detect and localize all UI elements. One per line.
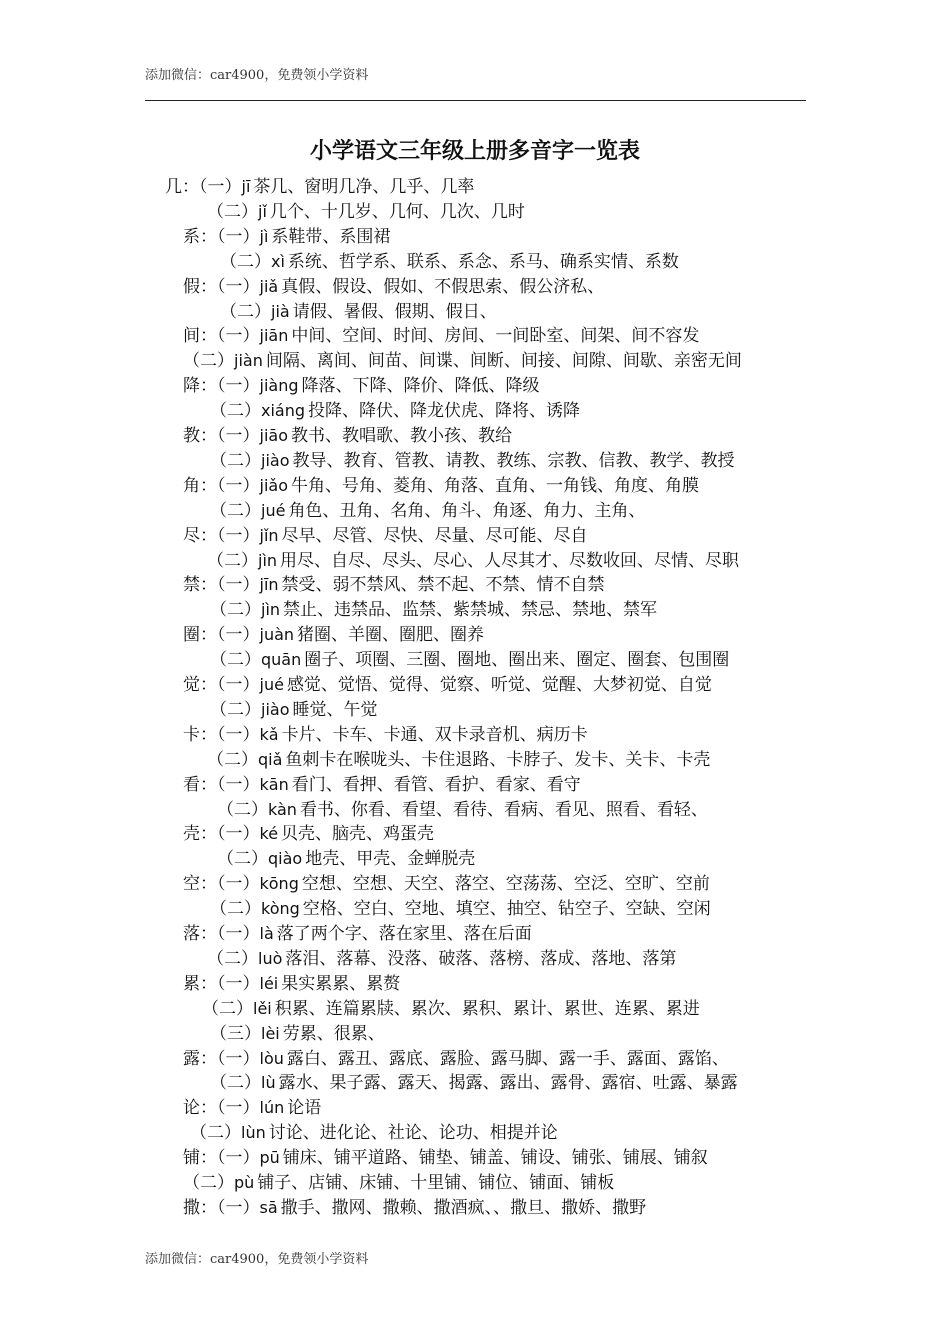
entry-words: 教导、教育、管教、请教、教练、宗教、信教、教学、教授: [292, 450, 735, 471]
entry-line: [183, 1046, 729, 1071]
entry-words: 真假、假设、假如、不假思索、假公济私、: [281, 276, 605, 297]
entry-pinyin: jìn: [258, 550, 278, 570]
entry-line: [183, 323, 699, 348]
entry-line: [210, 498, 645, 523]
entry-words: 中间、空间、时间、房间、一间卧室、间架、间不容发: [291, 326, 700, 347]
entry-prefix: （二）: [207, 749, 258, 770]
entry-words: 禁受、弱不禁风、禁不起、不禁、情不自禁: [281, 575, 605, 596]
entry-line: [183, 921, 532, 946]
entry-line: [220, 249, 679, 274]
entry-words: 果实累累、累赘: [281, 973, 401, 994]
entry-line: [183, 348, 742, 373]
entry-words: 地壳、甲壳、金蝉脱壳: [305, 849, 476, 870]
entry-prefix: （二）: [210, 650, 261, 671]
entry-line: [210, 1021, 385, 1046]
entry-words: 请假、暑假、假期、假日、: [292, 301, 497, 322]
entry-words: 用尽、自尽、尽头、尽心、人尽其才、尽数收回、尽情、尽职: [280, 550, 740, 571]
entry-prefix: （二）: [217, 799, 268, 820]
entry-pinyin: pū: [259, 1148, 280, 1168]
entry-words: 空想、空想、天空、落空、空荡荡、空泛、空旷、空前: [301, 874, 710, 895]
entry-pinyin: xì: [271, 251, 285, 271]
entry-line: [210, 597, 657, 622]
entry-line: [183, 1145, 708, 1170]
entry-pinyin: qiǎ: [258, 749, 283, 769]
entry-pinyin: là: [259, 924, 274, 943]
entry-pinyin: jué: [259, 675, 284, 694]
entry-line: [183, 772, 581, 797]
entry-words: 看书、你看、看望、看待、看病、看见、照看、看轻、: [299, 799, 708, 820]
entry-prefix: 教：（一）: [183, 426, 260, 446]
document-title: 小学语文三年级上册多音字一览表: [309, 139, 640, 164]
entry-pinyin: lèi: [261, 1023, 280, 1043]
entry-pinyin: kàn: [268, 799, 297, 819]
entry-pinyin: kōng: [259, 874, 299, 894]
entry-words: 牛角、号角、菱角、角落、直角、一角钱、角度、角膜: [290, 475, 699, 496]
entry-pinyin: xiáng: [261, 401, 306, 421]
entry-prefix: （二）: [220, 301, 271, 322]
entry-prefix: （二）: [202, 998, 253, 1019]
entry-prefix: 论：（一）: [183, 1098, 260, 1119]
entry-words: 茶几、窗明几净、几乎、几率: [253, 177, 475, 197]
entry-words: 撒手、撒网、撒赖、撒酒疯、、撒旦、撒娇、撒野: [280, 1197, 647, 1218]
entry-prefix: （二）: [210, 1073, 261, 1094]
entry-words: 劳累、很累、: [282, 1023, 385, 1044]
entry-pinyin: jì: [259, 226, 269, 246]
entry-prefix: 降：（一）: [183, 376, 260, 397]
entry-prefix: 圈：（一）: [183, 625, 260, 646]
entry-words: 露白、露丑、露底、露脸、露马脚、露一手、露面、露馅、: [286, 1048, 729, 1069]
entry-prefix: （二）: [207, 948, 258, 969]
entry-words: 系鞋带、系围裙: [271, 226, 391, 247]
entry-pinyin: jiào: [261, 450, 290, 470]
entry-line: [183, 871, 710, 896]
entry-prefix: （二）: [210, 899, 261, 920]
entry-pinyin: jiāo: [259, 426, 288, 445]
entry-pinyin: jiàng: [259, 376, 299, 396]
entry-line: [183, 622, 484, 647]
entry-line: [217, 846, 475, 871]
entry-pinyin: jǐn: [259, 525, 279, 545]
entry-pinyin: quān: [261, 650, 302, 670]
entry-prefix: （二）: [183, 351, 234, 372]
entry-line: [210, 448, 734, 473]
entry-line: [183, 572, 605, 597]
entry-pinyin: kǎ: [259, 724, 279, 744]
entry-pinyin: kān: [259, 774, 289, 794]
entry-prefix: 铺：（一）: [183, 1148, 260, 1169]
entry-line: [183, 473, 699, 498]
entry-words: 落泪、落幕、没落、破落、落榜、落成、落地、落第: [285, 948, 677, 969]
entry-prefix: 系：（一）: [183, 226, 260, 247]
entry-prefix: （二）: [183, 1173, 234, 1193]
page-header: 添加微信：car4900，免费领小学资料: [145, 68, 369, 83]
entry-line: [183, 971, 400, 996]
entry-pinyin: sā: [259, 1197, 278, 1217]
entry-line: [183, 672, 712, 697]
entry-prefix: 累：（一）: [183, 973, 260, 994]
entry-line: [207, 199, 525, 224]
entry-line: [165, 174, 474, 199]
entry-line: [183, 274, 604, 299]
entry-line: [183, 224, 390, 249]
entry-prefix: （二）: [217, 849, 268, 870]
entry-words: 露水、果子露、露天、揭露、露出、露骨、露宿、吐露、暴露: [278, 1073, 738, 1094]
entry-line: [183, 1095, 321, 1120]
entry-words: 投降、降伏、降龙伏虎、降将、诱降: [308, 401, 581, 422]
entry-line: [190, 1120, 558, 1145]
entry-prefix: 落：（一）: [183, 924, 260, 944]
entry-pinyin: ké: [259, 824, 279, 844]
entry-prefix: （二）: [207, 201, 258, 222]
entry-prefix: （二）: [210, 401, 261, 422]
entry-prefix: 假：（一）: [183, 276, 260, 297]
entry-pinyin: jué: [261, 500, 286, 520]
entry-line: [183, 1170, 614, 1195]
entry-pinyin: jìn: [261, 600, 281, 620]
entry-pinyin: kòng: [261, 899, 300, 919]
entry-prefix: （二）: [207, 550, 258, 571]
page-footer: 添加微信：car4900，免费领小学资料: [145, 1252, 369, 1267]
entry-line: [183, 373, 540, 398]
entry-prefix: （三）: [210, 1023, 261, 1044]
entry-pinyin: jiǎo: [259, 475, 288, 495]
entry-words: 积累、连篇累牍、累次、累积、累计、累世、连累、累进: [274, 998, 700, 1019]
entry-words: 铺床、铺平道路、铺垫、铺盖、铺设、铺张、铺展、铺叙: [282, 1148, 708, 1169]
entry-prefix: 看：（一）: [183, 774, 260, 795]
entry-pinyin: jiàn: [234, 351, 263, 371]
entry-line: [210, 1070, 738, 1095]
entry-line: [217, 797, 708, 822]
entry-pinyin: juàn: [259, 625, 295, 645]
entry-pinyin: jiān: [259, 326, 289, 346]
entry-line: [183, 821, 434, 846]
entry-prefix: （二）: [190, 1123, 241, 1144]
entry-pinyin: jǐ: [258, 201, 267, 221]
entry-words: 铺子、店铺、床铺、十里铺、铺位、铺面、铺板: [257, 1173, 615, 1193]
entry-words: 尽早、尽管、尽快、尽量、尽可能、尽自: [281, 525, 588, 546]
entry-prefix: （二）: [210, 450, 261, 471]
entry-words: 睡觉、午觉: [292, 699, 378, 720]
entry-words: 论语: [287, 1098, 322, 1119]
entry-prefix: 几：（一）: [165, 177, 242, 197]
entry-pinyin: jīn: [259, 575, 279, 595]
entry-words: 间隔、离间、间苗、间谍、间断、间接、间隙、间歇、亲密无间: [265, 351, 742, 372]
entry-prefix: 禁：（一）: [183, 575, 260, 596]
entry-line: [183, 1195, 646, 1220]
entry-words: 讨论、进化论、社论、论功、相提并论: [268, 1123, 558, 1144]
entry-line: [210, 697, 377, 722]
entry-words: 圈子、项圈、三圈、圈地、圈出来、圈定、圈套、包围圈: [304, 650, 730, 671]
entry-words: 贝壳、脑壳、鸡蛋壳: [281, 824, 435, 845]
entry-prefix: （二）: [220, 251, 271, 272]
entry-line: [183, 523, 588, 548]
entry-line: [210, 398, 580, 423]
entry-line: [207, 747, 710, 772]
entry-pinyin: jiǎ: [259, 276, 279, 296]
entry-pinyin: pù: [234, 1173, 255, 1192]
entry-words: 系统、哲学系、联系、系念、系马、确系实情、系数: [287, 251, 679, 272]
entry-pinyin: lùn: [241, 1123, 266, 1143]
entry-prefix: 角：（一）: [183, 475, 260, 496]
entry-prefix: 壳：（一）: [183, 824, 260, 845]
entry-pinyin: lòu: [259, 1048, 284, 1068]
entry-pinyin: lù: [261, 1073, 276, 1093]
entry-line: [207, 946, 676, 971]
header-divider: [145, 100, 806, 101]
entry-prefix: （二）: [210, 500, 261, 521]
entry-words: 角色、丑角、名角、角斗、角逐、角力、主角、: [288, 500, 646, 521]
entry-words: 几个、十几岁、几何、几次、几时: [269, 201, 525, 222]
entry-line: [210, 647, 729, 672]
entry-words: 降落、下降、降价、降低、降级: [301, 376, 540, 397]
entry-pinyin: léi: [259, 973, 279, 993]
entry-line: [207, 548, 739, 573]
entry-prefix: （二）: [210, 699, 261, 720]
entry-words: 卡片、卡车、卡通、双卡录音机、病历卡: [281, 724, 588, 745]
entry-pinyin: jī: [241, 177, 251, 196]
entry-prefix: 觉：（一）: [183, 675, 260, 695]
entry-prefix: 撒：（一）: [183, 1197, 260, 1218]
entry-line: [183, 423, 512, 448]
entry-prefix: 空：（一）: [183, 874, 260, 895]
entry-line: [210, 896, 711, 921]
entry-prefix: 尽：（一）: [183, 525, 260, 546]
entry-words: 感觉、觉悟、觉得、觉察、听觉、觉醒、大梦初觉、自觉: [286, 675, 712, 695]
entry-prefix: 卡：（一）: [183, 724, 260, 745]
entry-words: 看门、看押、看管、看护、看家、看守: [291, 774, 581, 795]
entry-pinyin: luò: [258, 948, 283, 968]
entry-words: 空格、空白、空地、填空、抽空、钻空子、空缺、空闲: [302, 899, 711, 920]
entry-words: 鱼刺卡在喉咙头、卡住退路、卡脖子、发卡、关卡、卡壳: [285, 749, 711, 770]
entry-prefix: （二）: [210, 600, 261, 621]
entry-line: [220, 299, 497, 324]
entry-words: 禁止、违禁品、监禁、紫禁城、禁忌、禁地、禁军: [283, 600, 658, 621]
entry-words: 教书、教唱歌、教小孩、教给: [290, 426, 512, 446]
entry-prefix: 间：（一）: [183, 326, 260, 347]
entry-prefix: 露：（一）: [183, 1048, 260, 1069]
entry-words: 落了两个字、落在家里、落在后面: [276, 924, 532, 944]
entry-words: 猪圈、羊圈、圈肥、圈养: [297, 625, 485, 646]
entry-pinyin: jià: [271, 301, 290, 321]
entry-pinyin: jiào: [261, 699, 290, 719]
entry-line: [183, 722, 588, 747]
entry-line: [202, 996, 700, 1021]
entry-pinyin: qiào: [268, 849, 303, 869]
entry-pinyin: lěi: [253, 998, 272, 1018]
entry-pinyin: lún: [259, 1098, 285, 1118]
